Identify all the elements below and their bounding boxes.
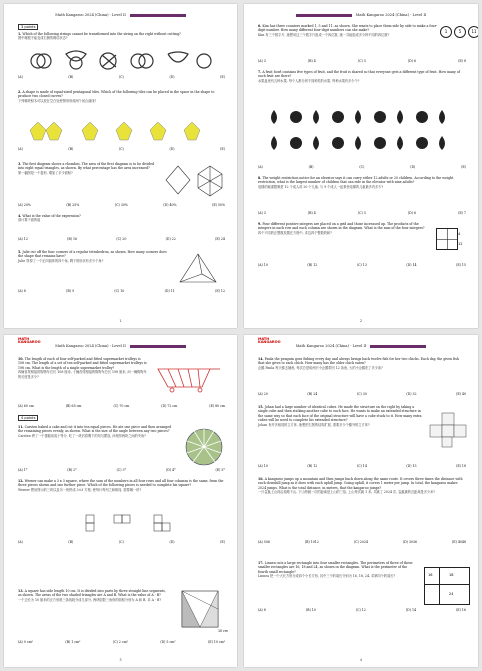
option-b[interactable]: (B) 65 cm bbox=[65, 404, 82, 408]
grid-figure bbox=[436, 228, 464, 256]
option-b[interactable]: (B) bbox=[68, 75, 74, 79]
page-number: 3 bbox=[119, 658, 122, 662]
option-e[interactable]: (E) 80 cm bbox=[209, 404, 225, 408]
option-c[interactable]: (C) 5 bbox=[357, 211, 366, 215]
question-text-cn: 下列哪块积木可以放在空白处使图形形成两个闭合曲线? bbox=[18, 98, 97, 103]
question-9 bbox=[258, 222, 428, 235]
question-number: 1. bbox=[18, 32, 22, 36]
question-text: Johan had a large number of identical cubes. He made the structure on the right by taking a single cube and then sticking another cube to each face. He wants to make an extended structure in the same way so that each face of the original structure will have a cube stuck to it. How many extra cubes will he need to complete his extended structure? bbox=[258, 405, 422, 423]
question-text: Which of the following strings cannot be transformed into the string on the right without cutting? bbox=[22, 32, 181, 36]
option-d[interactable]: (D) 14 bbox=[406, 263, 417, 267]
question-2 bbox=[18, 90, 225, 103]
option-b[interactable]: (B) bbox=[308, 165, 314, 169]
option-e[interactable]: (E) 18 bbox=[456, 464, 466, 468]
question-12 bbox=[18, 479, 225, 492]
option-e[interactable]: (E) 50% bbox=[212, 203, 225, 207]
header-title: Math Kangaroo 2024 (China) - Level II bbox=[295, 344, 367, 348]
option-d[interactable]: (D) 72 cm bbox=[161, 404, 178, 408]
question-text: Four different positive integers are placed on a grid and those increased up. The products of the integers in each row and each column are shown in the diagram. What is the sum of the four integers? bbox=[258, 222, 425, 231]
option-c[interactable]: (C) 10 bbox=[114, 289, 125, 293]
question-6 bbox=[258, 24, 438, 37]
option-c[interactable]: (C) 12 bbox=[355, 608, 366, 612]
header-title: Math Kangaroo 2024 (China) - Level II bbox=[55, 344, 126, 348]
option-e[interactable]: (E) bbox=[220, 75, 225, 79]
question-text: A square has side length 10 cm. It is divided into parts by three straight line segments, as shown. The areas of the two shaded triangles are A and B. What is the value of A - B? bbox=[18, 589, 166, 598]
option-a[interactable]: (A) 60 cm bbox=[18, 404, 34, 408]
question-text-cn: 四个不同的正整数放置在方格中, 求这四个整数的和? bbox=[258, 230, 332, 235]
side-length-label: 10 cm bbox=[218, 629, 228, 633]
option-c[interactable]: (C) 13 bbox=[356, 263, 367, 267]
question-number: 8. bbox=[258, 176, 262, 180]
option-c[interactable]: (C) 2024 bbox=[353, 540, 368, 544]
option-e[interactable]: (E) 4048 bbox=[452, 540, 466, 544]
option-c[interactable]: (C) 30% bbox=[114, 203, 128, 207]
option-e[interactable]: (E) bbox=[220, 147, 225, 151]
option-b[interactable]: (B) 10 bbox=[305, 608, 316, 612]
question-text: Linnea cuts a large rectangle into four smaller rectangles. The perimeters of three of these smaller rectangles are 16, 18 and 24, as shown in the diagram. What is the perimeter of the fourth small rectangle? bbox=[258, 561, 413, 574]
option-c[interactable]: (C) 2 cm² bbox=[112, 640, 128, 644]
option-a[interactable]: (A) 10 bbox=[258, 263, 268, 267]
question-17-options bbox=[258, 607, 466, 612]
option-d[interactable]: (D) 6 bbox=[407, 59, 417, 63]
option-c[interactable]: (C) 14 bbox=[356, 464, 367, 468]
question-8 bbox=[258, 176, 466, 189]
question-4-options bbox=[18, 236, 225, 241]
option-e[interactable]: (E) 10 cm² bbox=[208, 640, 225, 644]
question-6-options bbox=[258, 58, 466, 63]
perimeter-label: 24 bbox=[449, 592, 454, 596]
header-band bbox=[370, 345, 426, 348]
header-band bbox=[130, 14, 186, 17]
header-title: Math Kangaroo 2024 (China) - Level II bbox=[55, 13, 126, 17]
question-text-cn: 一只袋鼠上山再沿原路下山, 下山每跳一次的距离是上山的三倍, 上山每次跳 1 米, 共跳了 2024 次, 袋鼠跳的总距离是多少米? bbox=[258, 490, 436, 495]
question-text: Paula the penguin goes fishing every day and always brings back twelve fish for her two chicks. Each day, the given fish that she gives to each chick. How many has the older chick eaten? bbox=[258, 357, 459, 366]
question-11 bbox=[18, 425, 177, 438]
question-15-options bbox=[258, 463, 466, 468]
option-c[interactable]: (C) bbox=[118, 75, 124, 79]
option-b[interactable]: (B) 2° bbox=[67, 468, 77, 472]
question-number: 7. bbox=[258, 70, 262, 74]
question-17 bbox=[258, 561, 414, 579]
question-15 bbox=[258, 405, 422, 427]
question-number: 14. bbox=[258, 357, 264, 361]
question-text-cn: Kim 有三个数字片, 她想用这三个数字片组成一个四位数, 她一共能组成多少种不同的四位数? bbox=[258, 32, 390, 37]
question-text: The length of each of four self-parked and fitted supermarket trolleys is 108 cm. The length of a set of ten self-parked and fitted supermarket trolleys is 198 cm. What is the length of a single supermarket trolley? bbox=[18, 357, 147, 370]
number-pieces-figure bbox=[84, 513, 184, 535]
perimeter-label: 16 bbox=[428, 573, 433, 577]
option-a[interactable]: (A) 8 bbox=[258, 608, 266, 612]
option-a[interactable]: (A) 8 bbox=[18, 289, 26, 293]
option-e[interactable]: (E) 24 bbox=[215, 237, 225, 241]
question-text: Werner can make a 3 x 3 square, where the sum of the numbers in all four rows and all four columns is the same, from the three pieces shown and one further piece. Which of the following pieces is needed to complete his square? bbox=[18, 479, 224, 488]
option-c[interactable]: (C) 20 bbox=[116, 237, 127, 241]
question-text-cn: Linnea 把一个大长方形分成四个小长方形, 其中三个的周长分别为 16, 18, 24, 求第四个的周长? bbox=[258, 574, 396, 579]
question-number: 2. bbox=[18, 90, 22, 94]
question-number: 13. bbox=[18, 589, 24, 593]
option-d[interactable]: (D) 32 bbox=[406, 392, 417, 396]
option-a[interactable]: (A) 1° bbox=[18, 468, 28, 472]
question-text: Julie cut off the four corners of a regular tetrahedron, as shown. How many corners does the shape that remains have? bbox=[18, 250, 167, 259]
question-9-options bbox=[258, 262, 466, 267]
counter-5: 5 bbox=[454, 26, 466, 38]
counter-1: 1 bbox=[440, 26, 452, 38]
question-5 bbox=[18, 250, 167, 263]
option-c[interactable]: (C) 5 bbox=[357, 59, 366, 63]
question-text-cn: 一个边长为 10 厘米的正方形被三条线段分成几部分, 两块阴影三角形的面积分别为 A 和 B, 求 A - B? bbox=[18, 597, 162, 602]
row-product-label: 12 bbox=[458, 242, 463, 246]
question-number: 11. bbox=[18, 425, 24, 429]
option-d[interactable]: (D) 4° bbox=[166, 468, 176, 472]
question-text-cn: Johan 有许多相同的立方体, 他想把右图的结构扩展, 需要多少个额外的立方体? bbox=[258, 422, 370, 427]
option-e[interactable]: (E) 5° bbox=[215, 468, 225, 472]
option-a[interactable]: (A) 20% bbox=[18, 203, 31, 207]
option-a[interactable]: (A) bbox=[258, 165, 263, 169]
option-e[interactable]: (E) 15 bbox=[456, 263, 466, 267]
cube-structure-figure bbox=[428, 409, 468, 449]
option-a[interactable]: (A) bbox=[18, 147, 23, 151]
question-14-options bbox=[258, 391, 466, 396]
perimeter-label: 18 bbox=[449, 573, 454, 577]
question-16 bbox=[258, 477, 466, 495]
option-b[interactable]: (B) bbox=[68, 540, 74, 544]
option-e[interactable]: (E) 12 bbox=[215, 289, 225, 293]
question-text-cn: 第一幅图是一个菱形, 增加了多少面积? bbox=[18, 170, 73, 175]
question-11-options bbox=[18, 467, 225, 472]
page-number: 1 bbox=[119, 319, 122, 323]
option-a[interactable]: (A) 20 bbox=[258, 392, 268, 396]
counter-11: 11 bbox=[468, 26, 478, 38]
option-b[interactable]: (B) 1 cm² bbox=[65, 640, 81, 644]
question-number: 15. bbox=[258, 405, 264, 409]
option-a[interactable]: (A) bbox=[18, 540, 23, 544]
option-c[interactable]: (C) 3° bbox=[116, 468, 127, 472]
question-text-cn: 电梯的载重限制是 12 个成人或 20 个儿童, 与 9 个成人一起乘坐电梯的儿童最多有多少? bbox=[258, 184, 384, 189]
question-text: A fruit bowl contains five types of fruit, and the fruit is shared so that everyone gets a different type of fruit. How many of each fruit are there? bbox=[258, 70, 460, 79]
page-number: 4 bbox=[359, 658, 363, 662]
question-text: The first diagram shows a rhombus. The area of the first diagram is to be divided into eight equal triangles, as shown. By what percentage has the area increased? bbox=[18, 162, 154, 171]
option-b[interactable]: (B) 16 bbox=[67, 237, 78, 241]
page-header bbox=[244, 10, 478, 20]
question-5-options bbox=[18, 288, 225, 293]
knot-figures bbox=[26, 50, 216, 72]
option-e[interactable]: (E) 16 bbox=[456, 608, 466, 612]
document-page-4 bbox=[244, 335, 478, 667]
question-text-cn: 水果盘里有五种水果, 每个人都分到不同种类的水果, 每种水果有多少个? bbox=[258, 78, 360, 83]
question-14 bbox=[258, 357, 466, 370]
option-a[interactable]: (A) 3 bbox=[258, 59, 266, 63]
logo-text: MATH KANGAROO bbox=[258, 337, 281, 345]
question-8-options bbox=[258, 210, 466, 215]
question-13 bbox=[18, 589, 167, 602]
option-b[interactable]: (B) 12 bbox=[307, 263, 318, 267]
option-d[interactable]: (D) 3036 bbox=[402, 540, 418, 544]
option-c[interactable]: (C) bbox=[118, 540, 124, 544]
document-page-3 bbox=[4, 335, 237, 667]
page-header bbox=[4, 341, 237, 351]
question-7-options bbox=[258, 164, 466, 169]
question-number: 12. bbox=[18, 479, 24, 483]
question-number: 4. bbox=[18, 214, 22, 218]
section-label: 4 points bbox=[18, 415, 38, 421]
logo-text: MATH KANGAROO bbox=[18, 337, 41, 345]
page-header bbox=[4, 10, 237, 20]
option-d[interactable]: (D) 11 bbox=[164, 289, 175, 293]
option-b[interactable]: (B) 4 bbox=[307, 211, 316, 215]
option-d[interactable]: (D) 15 bbox=[406, 464, 417, 468]
question-number: 9. bbox=[258, 222, 262, 226]
rhombus-figure bbox=[164, 164, 228, 198]
question-number: 5. bbox=[18, 250, 22, 254]
question-text-cn: Carsten 烤了一个蛋糕切成十等分, 吃了一块后将剩下的均匀摆放, 问相邻两块之间的夹角? bbox=[18, 433, 146, 438]
option-b[interactable]: (B) 25% bbox=[66, 203, 80, 207]
option-e[interactable]: (E) 8 bbox=[458, 59, 466, 63]
question-10 bbox=[18, 357, 147, 379]
option-c[interactable]: (C) bbox=[118, 147, 124, 151]
header-title: Math Kangaroo 2024 (China) - Level II bbox=[355, 13, 427, 17]
question-1-options bbox=[18, 74, 225, 79]
document-page-2 bbox=[244, 4, 478, 328]
question-text-cn: Julie 剪掉了一个正四面体的四个角, 剩下的形状有多少个角? bbox=[18, 258, 104, 263]
question-text-cn: 四辆首尾相接的购物车总长 108 厘米, 十辆首尾相接的购物车总长 198 厘米, 问一辆购物车的长度是多少? bbox=[18, 370, 147, 379]
header-band bbox=[130, 345, 186, 348]
option-a[interactable]: (A) 506 bbox=[258, 540, 270, 544]
page-header bbox=[244, 341, 478, 351]
option-a[interactable]: (A) 12 bbox=[18, 237, 28, 241]
trolleys-figure bbox=[154, 363, 228, 393]
row-product-label: 4 bbox=[458, 232, 461, 236]
option-d[interactable]: (D) bbox=[169, 75, 175, 79]
question-text-cn: Werner 想用图示的三块以及另一块拼成 3×3 方格, 使每行每列之和相同, 需要哪一块? bbox=[18, 487, 142, 492]
rectangles-figure bbox=[424, 567, 470, 605]
question-3 bbox=[18, 162, 159, 175]
option-a[interactable]: (A) 10 bbox=[258, 464, 268, 468]
header-band bbox=[296, 14, 352, 17]
question-text-cn: 请计算下面的值 bbox=[18, 218, 41, 223]
option-d[interactable]: (D) 40% bbox=[163, 203, 177, 207]
option-d[interactable]: (D) 14 bbox=[405, 608, 417, 612]
tetrahedron-figure bbox=[176, 252, 220, 286]
question-number: 6. bbox=[258, 24, 262, 28]
option-d[interactable]: (D) bbox=[169, 147, 175, 151]
option-a[interactable]: (A) bbox=[18, 75, 23, 79]
question-number: 16. bbox=[258, 477, 264, 481]
option-b[interactable]: (B) 9 bbox=[66, 289, 75, 293]
question-text-cn: 企鹅 Paula 每天都去捕鱼, 每次总是给两只小企鹅带回 12 条鱼, 大的小企鹅吃了多少条? bbox=[258, 365, 383, 370]
question-text: What is the value of the expression? bbox=[22, 214, 81, 218]
question-text: A kangaroo jumps up a mountain and then jumps back down along the same route. It covers three times the distance with each downhill jump as it does with each uphill jump. Going uphill, it covers 1 meter per jump. In total, the kangaroo makes 2024 jumps. What is the total distance, in meters, that the kangaroo jumps? bbox=[258, 477, 463, 490]
cake-figure bbox=[184, 427, 224, 467]
pentagon-tiles-figure bbox=[26, 118, 216, 144]
question-text: Kim has three counters marked 1, 5 and 11, as shown. She wants to place them side by side to make a four-digit number. How many different four-digit numbers can she make? bbox=[258, 24, 438, 33]
question-number: 10. bbox=[18, 357, 24, 361]
option-a[interactable]: (A) 0 cm² bbox=[18, 640, 33, 644]
document-page-1 bbox=[4, 4, 237, 328]
option-b[interactable]: (B) 1012 bbox=[304, 540, 319, 544]
question-text: The weight restriction notice for an elevator says it can carry either 12 adults or 20 children. According to the weight restriction, what is the largest number of children that can ride in the elevator with nine adults? bbox=[258, 176, 454, 185]
question-7 bbox=[258, 70, 466, 83]
option-d[interactable]: (D) bbox=[169, 540, 175, 544]
question-1 bbox=[18, 32, 225, 41]
page-number: 2 bbox=[359, 319, 363, 323]
question-12-options bbox=[18, 539, 225, 544]
question-2-options bbox=[18, 146, 225, 151]
option-c[interactable]: (C) bbox=[359, 165, 365, 169]
option-c[interactable]: (C) 70 cm bbox=[113, 404, 130, 408]
question-3-options bbox=[18, 202, 225, 207]
option-e[interactable]: (E) bbox=[220, 540, 225, 544]
option-d[interactable]: (D) bbox=[410, 165, 416, 169]
option-d[interactable]: (D) 22 bbox=[165, 237, 176, 241]
counters-figure bbox=[440, 26, 478, 38]
option-d[interactable]: (D) 6 bbox=[407, 211, 417, 215]
option-d[interactable]: (D) 5 cm² bbox=[160, 640, 176, 644]
question-4 bbox=[18, 214, 225, 223]
question-number: 17. bbox=[258, 561, 264, 565]
option-c[interactable]: (C) 30 bbox=[356, 392, 367, 396]
question-13-options bbox=[18, 639, 225, 644]
option-e[interactable]: (E) 40 bbox=[456, 392, 466, 396]
option-e[interactable]: (E) bbox=[461, 165, 466, 169]
question-number: 3. bbox=[18, 162, 22, 166]
section-label: 3 points bbox=[18, 24, 38, 30]
option-b[interactable]: (B) 12 bbox=[307, 464, 318, 468]
option-b[interactable]: (B) 4 bbox=[307, 59, 316, 63]
option-e[interactable]: (E) 7 bbox=[458, 211, 466, 215]
question-text: Carsten baked a cake and cut it into ten equal pieces. He ate one piece and then arranged the remaining pieces evenly, as shown. What is the size of the angle between any two pieces? bbox=[18, 425, 172, 434]
question-text-cn: 图中哪根不能变成右侧的绳结状态? bbox=[18, 36, 68, 41]
option-a[interactable]: (A) 3 bbox=[258, 211, 266, 215]
option-b[interactable]: (B) 24 bbox=[307, 392, 318, 396]
question-16-options bbox=[258, 539, 466, 544]
fruit-figure bbox=[266, 104, 462, 162]
option-b[interactable]: (B) bbox=[68, 147, 74, 151]
question-text: A shape is made of equal-sized pentagonal tiles. Which of the following tiles can be placed in the space in the shape to produce two closed curves? bbox=[18, 90, 215, 99]
question-10-options bbox=[18, 403, 225, 408]
